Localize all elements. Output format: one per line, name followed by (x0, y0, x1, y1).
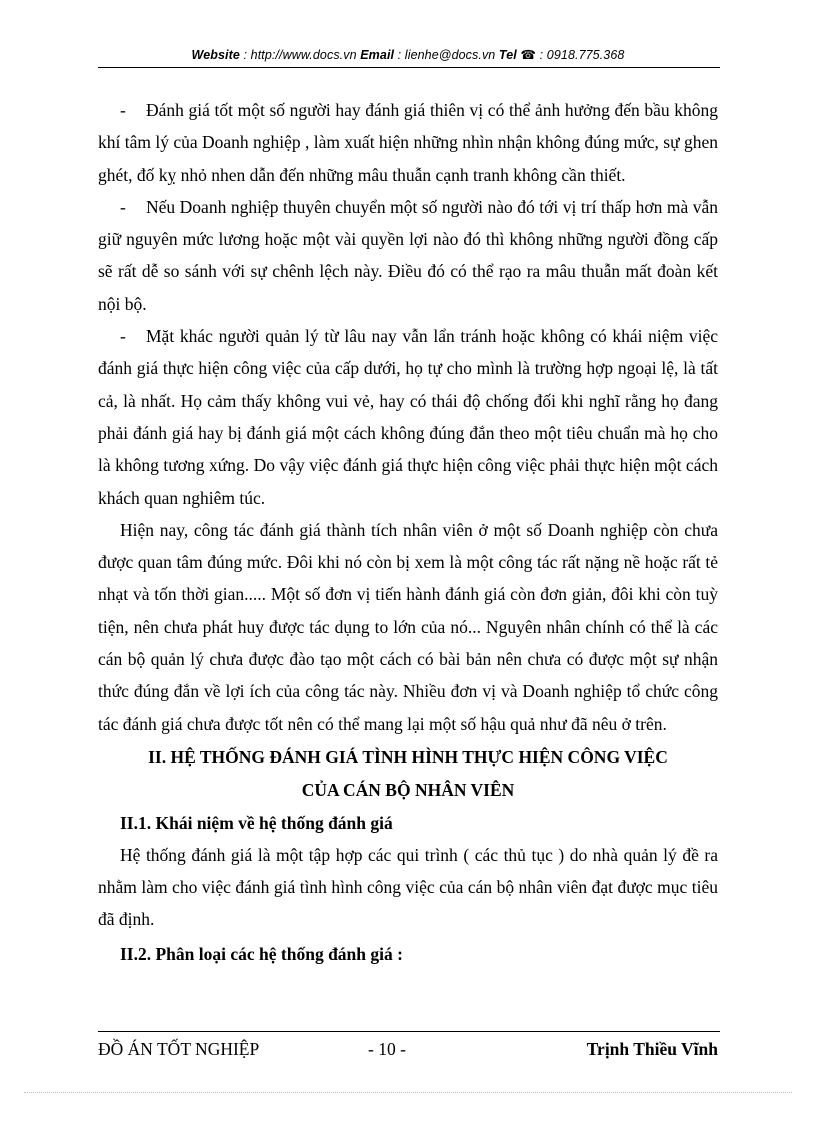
subsection-title-1: II.1. Khái niệm về hệ thống đánh giá (120, 812, 393, 833)
page-header (0, 47, 816, 62)
tel-value: : 0918.775.368 (536, 48, 625, 62)
bullet-dash: - (120, 196, 126, 217)
section-title-line-1: II. HỆ THỐNG ĐÁNH GIÁ TÌNH HÌNH THỰC HIỆN CÔNG VIỆC (148, 746, 668, 767)
subsection-title-2: II.2. Phân loại các hệ thống đánh giá : (120, 943, 403, 964)
website-label: Website (191, 48, 240, 62)
bullet-paragraph-1 (98, 94, 718, 191)
footer-divider (98, 1031, 720, 1032)
page-bottom-dotted-line (24, 1092, 792, 1093)
bullet-paragraph-2 (98, 191, 718, 320)
paragraph-text: Nếu Doanh nghiệp thuyên chuyển một số người nào đó tới vị trí thấp hơn mà vẫn giữ nguyên mức lương hoặc một vài quyền lợi nào đó thì không những người đồng cấp sẽ rất dễ so sánh với sự chênh lệch này. Điều đó có thể rạo ra mâu thuẫn mất đoàn kết nội bộ. (98, 196, 718, 314)
phone-icon: ☎ (520, 48, 537, 62)
website-value[interactable]: : http://www.docs.vn (239, 48, 361, 62)
page-content (98, 94, 718, 970)
bullet-paragraph-3 (98, 320, 718, 514)
footer-author: Trịnh Thiều Vĩnh (586, 1039, 718, 1059)
bullet-dash: - (120, 326, 126, 347)
paragraph-text: Đánh giá tốt một số người hay đánh giá thiên vị có thể ảnh hưởng đến bầu không khí tâm lý của Doanh nghiệp , làm xuất hiện những nhìn nhận không đúng mức, sự ghen ghét, đố kỵ nhỏ nhen dẫn đến những mâu thuẫn cạnh tranh không cần thiết. (98, 100, 718, 185)
paragraph-4: Hiện nay, công tác đánh giá thành tích nhân viên ở một số Doanh nghiệp còn chưa được quan tâm đúng mức. Đôi khi nó còn bị xem là một công tác rất nặng nề hoặc rất tẻ nhạt và tốn thời gian..... Một số đơn vị tiến hành đánh giá còn đơn giản, đôi khi còn tuỳ tiện, nên chưa phát huy được tác dụng to lớn của nó... Nguyên nhân chính có thể là các cán bộ quản lý chưa được đào tạo một cách có bài bản nên chưa có được một sự nhận thức đúng đắn về lợi ích của công tác này. Nhiều đơn vị và Doanh nghiệp tổ chức công tác đánh giá chưa được tốt nên có thể mang lại một số hậu quả như đã nêu ở trên. (98, 519, 718, 734)
tel-label: Tel (498, 48, 517, 62)
bullet-dash: - (120, 100, 126, 120)
footer-doc-title: ĐỒ ÁN TỐT NGHIỆP (98, 1039, 260, 1059)
email-label: Email (360, 48, 395, 62)
email-value[interactable]: : lienhe@docs.vn (394, 48, 499, 62)
section-title-line-2: CỦA CÁN BỘ NHÂN VIÊN (301, 780, 515, 801)
subsection-text-1: Hệ thống đánh giá là một tập hợp các qui trình ( các thủ tục ) do nhà quản lý đề ra nhằm làm cho việc đánh giá tình hình công việc của cán bộ nhân viên đạt được mục tiêu đã định. (98, 844, 718, 930)
page-footer (98, 1039, 718, 1063)
header-divider (98, 67, 720, 68)
page-number: - 10 - (368, 1039, 406, 1059)
paragraph-text: Mặt khác người quản lý từ lâu nay vẫn lẩn tránh hoặc không có khái niệm việc đánh giá thực hiện công việc của cấp dưới, họ tự cho mình là trường hợp ngoại lệ, là tất cả, là nhất. Họ cảm thấy không vui vẻ, hay có thái độ chống đối khi nghĩ rằng họ đang phải đánh giá hay bị đánh giá một cách không đúng đắn theo một tiêu chuẩn mà họ cho là không tương xứng. Do vậy việc đánh giá thực hiện công việc phải thực hiện một cách khách quan nghiêm túc. (98, 326, 718, 508)
